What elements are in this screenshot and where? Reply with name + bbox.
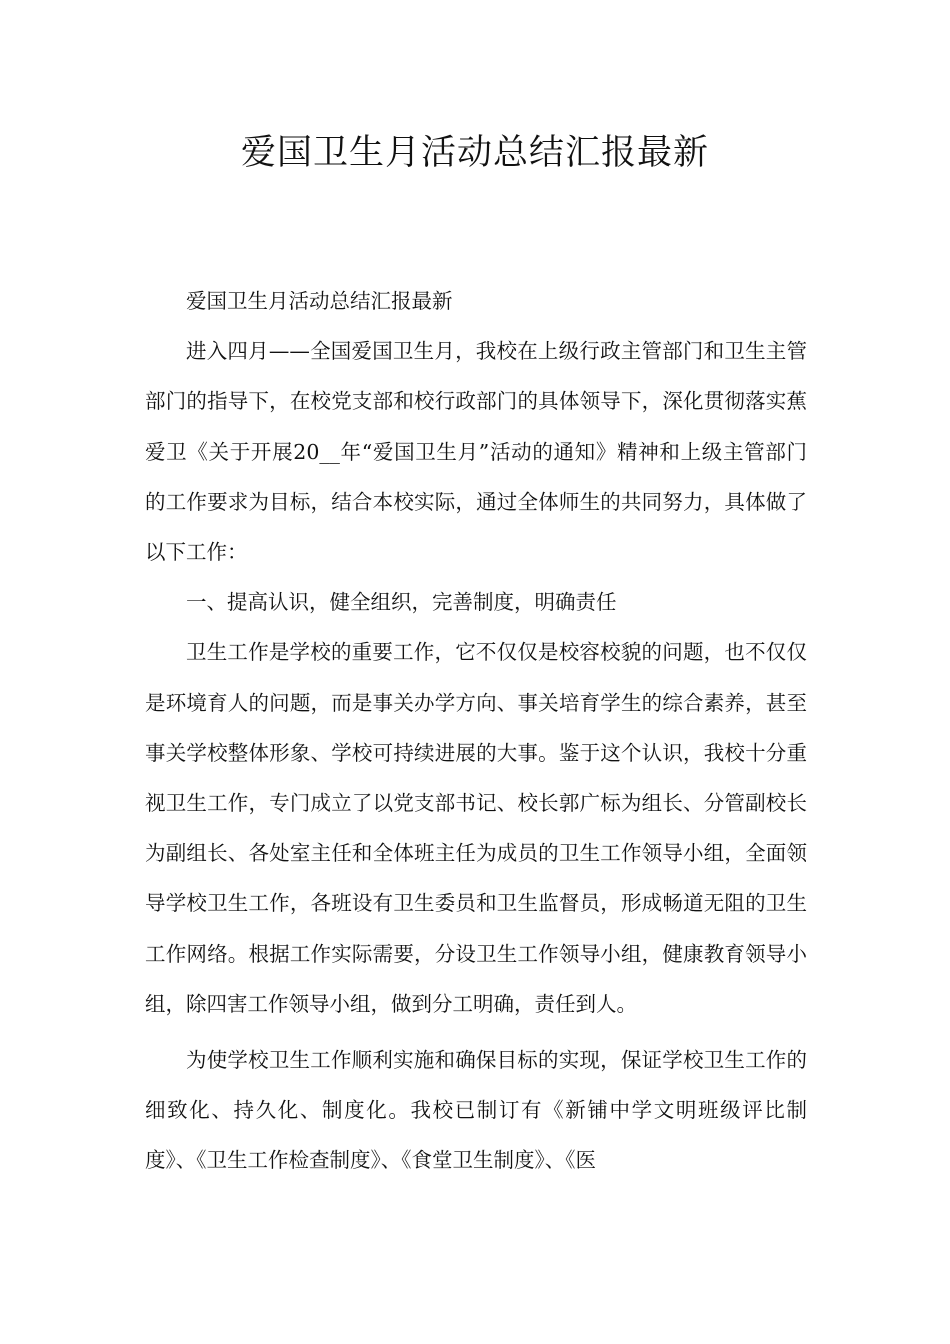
section-heading-1: 一、提高认识，健全组织，完善制度，明确责任	[186, 590, 617, 615]
paragraph-awareness: 卫生工作是学校的重要工作，它不仅仅是校容校貌的问题，也不仅仅是环境育人的问题，而是事关办学方向、事关培育学生的综合素养，甚至事关学校整体形象、学校可持续进展的大事。鉴于这个认识，我校十分重视卫生工作，专门成立了以党支部书记、校长郭广标为组长、分管副校长为副组长、各处室主任和全体班主任为成员的卫生工作领导小组，全面领导学校卫生工作，各班设有卫生委员和卫生监督员，形成畅道无阻的卫生工作网络。根据工作实际需要，分设卫生工作领导小组，健康教育领导小组，除四害工作领导小组，做到分工明确，责任到人。	[145, 640, 807, 1016]
paragraph-regulations: 为使学校卫生工作顺利实施和确保目标的实现，保证学校卫生工作的细致化、持久化、制度化。我校已制订有《新铺中学文明班级评比制度》、《卫生工作检查制度》、《食堂卫生制度》、《医	[145, 1048, 807, 1173]
paragraph-heading: 爱国卫生月活动总结汇报最新	[186, 289, 453, 313]
document-body	[145, 276, 807, 1186]
paragraph-intro: 进入四月——全国爱国卫生月，我校在上级行政主管部门和卫生主管部门的指导下，在校党支部和校行政部门的具体领导下，深化贯彻落实蕉爱卫《关于开展20__年“爱国卫生月”活动的通知》精神和上级主管部门的工作要求为目标，结合本校实际，通过全体师生的共同努力，具体做了以下工作：	[145, 339, 807, 565]
document-title: 爱国卫生月活动总结汇报最新	[240, 133, 709, 173]
